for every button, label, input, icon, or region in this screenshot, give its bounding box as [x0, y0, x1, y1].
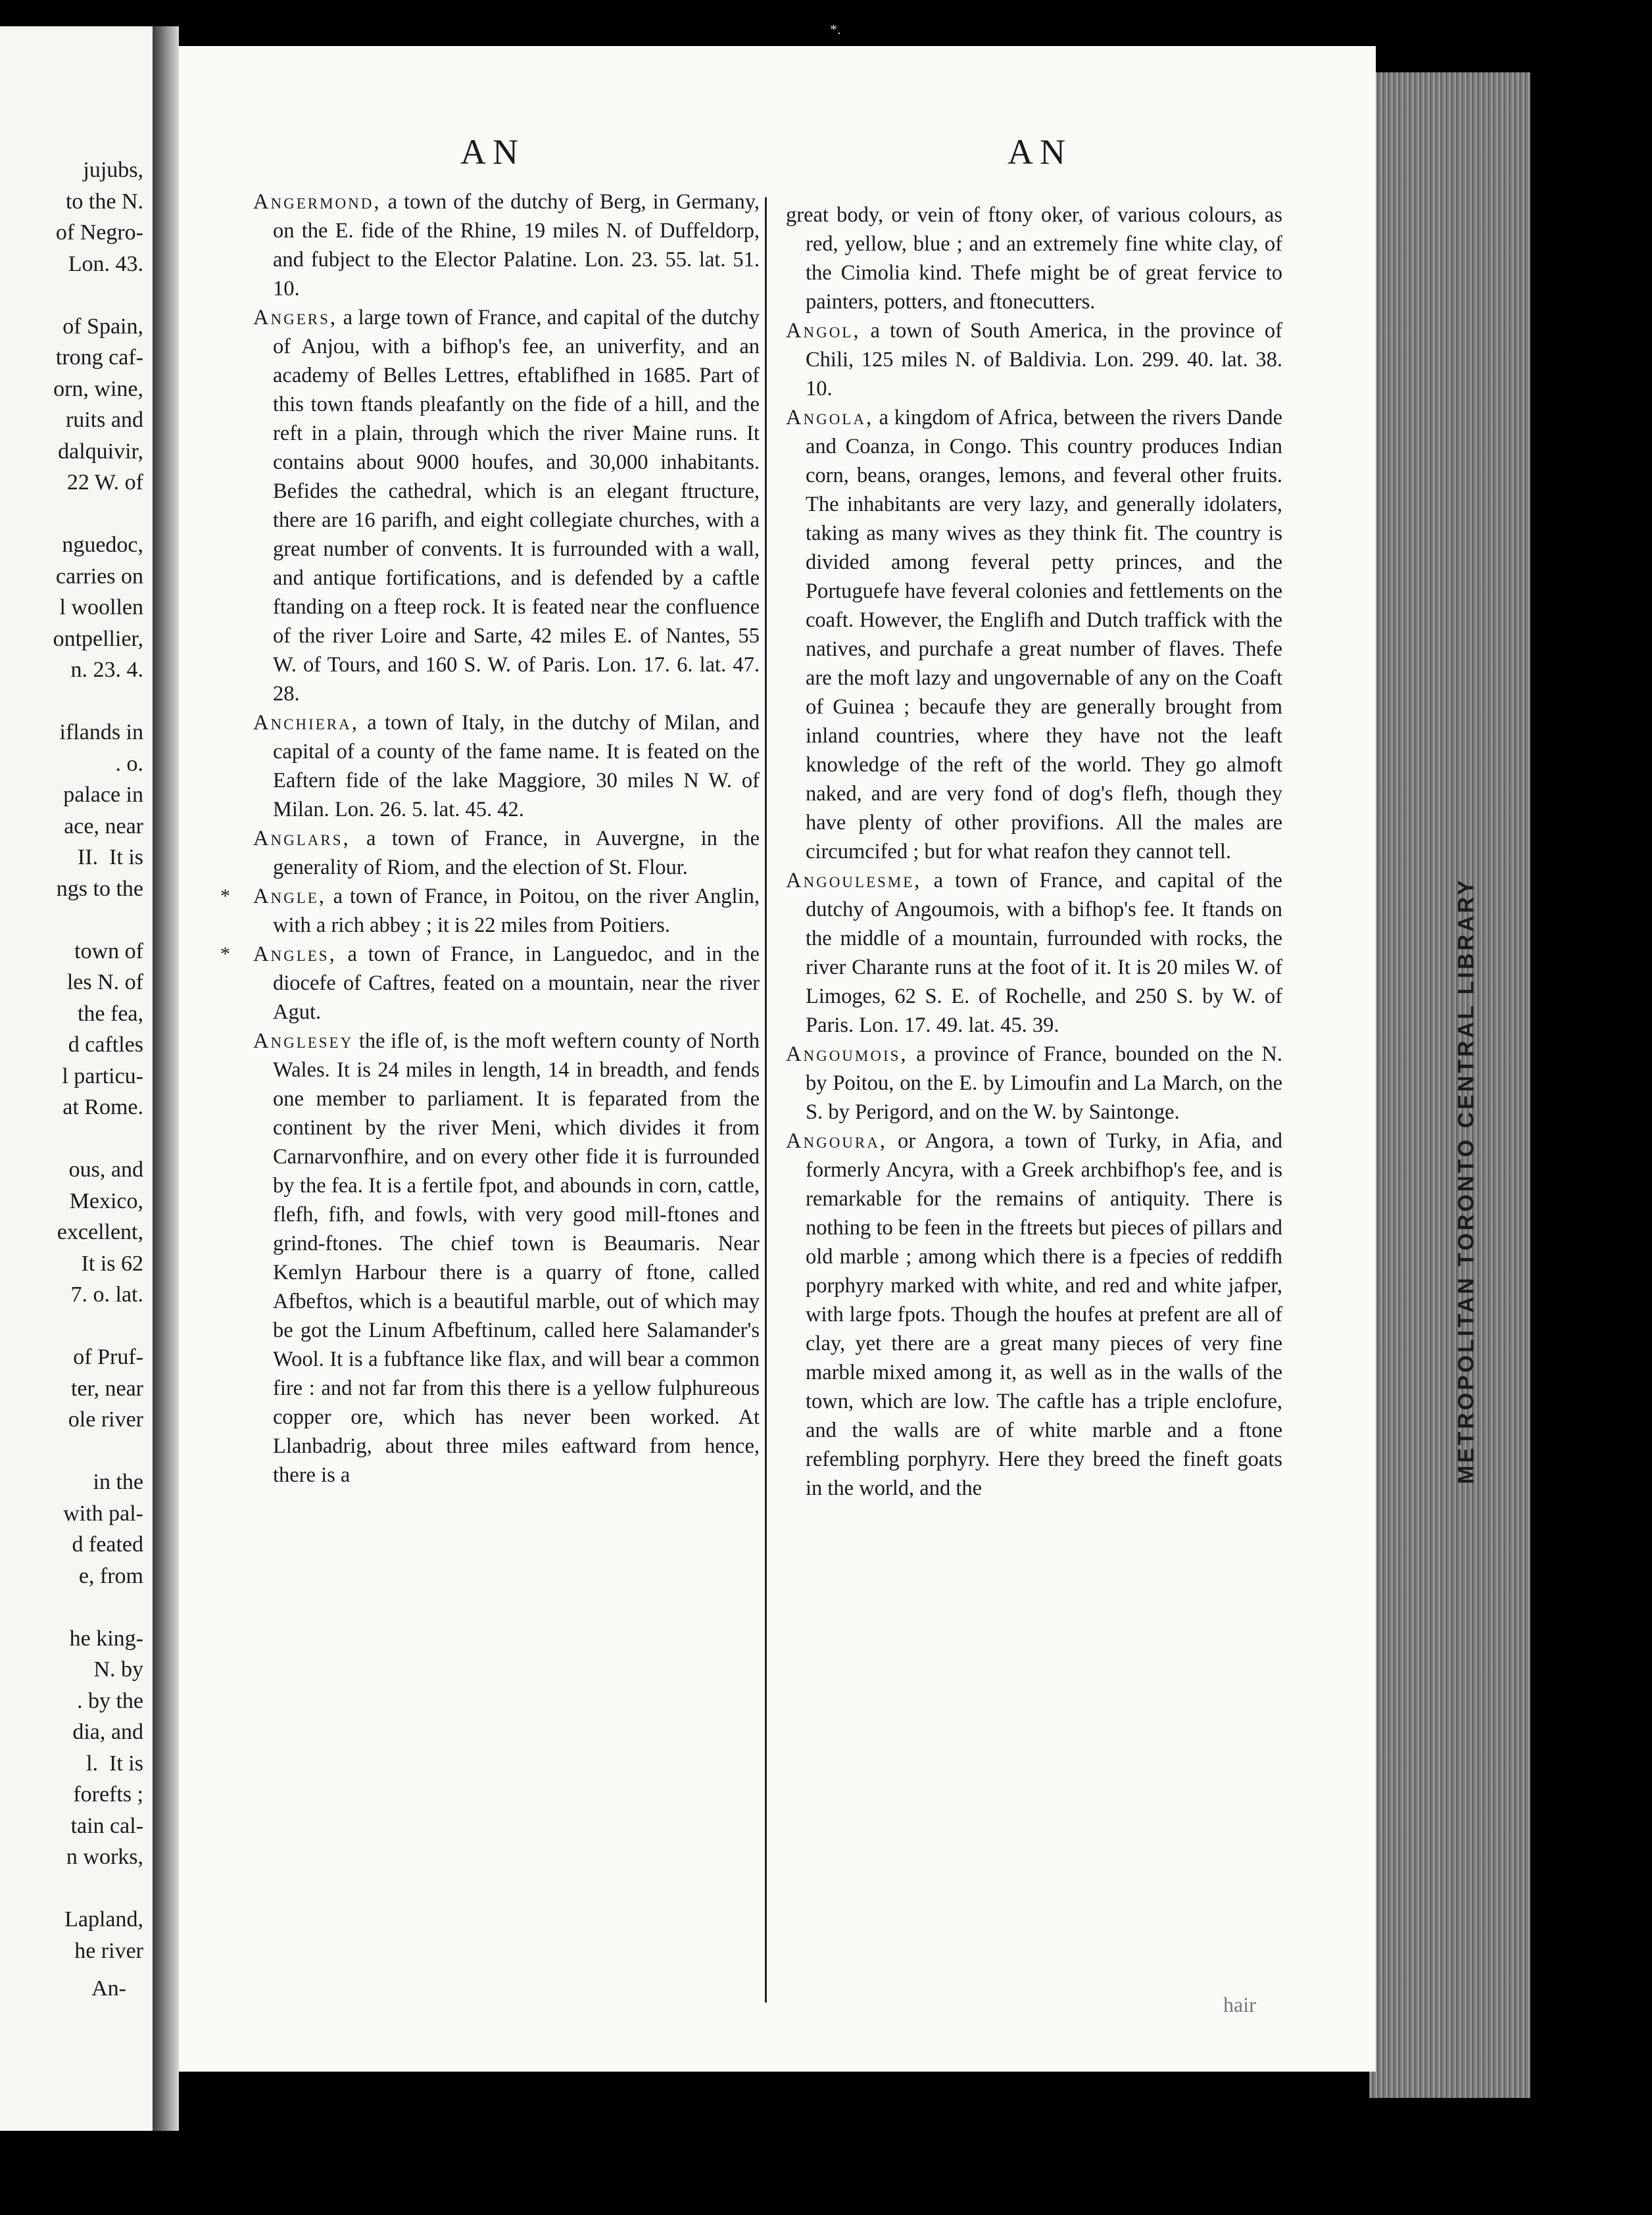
facing-page-line: tain cal-: [70, 1813, 143, 1838]
page-top-mark: *.: [830, 21, 841, 37]
dictionary-entry: [253, 187, 760, 303]
facing-page-line: [0, 280, 143, 311]
facing-page-text: [0, 155, 143, 1966]
facing-page-line: [0, 1436, 143, 1467]
facing-page-line: palace in: [63, 783, 143, 807]
entry-text: a kingdom of Africa, between the rivers Dande and Coanza, in Congo. This country produces Indian corn, beans, oranges, lemons, and feveral other fruits. The inhabitants are very lazy, and generally idolaters, taking as many wives as they think fit. The country is divided among feveral petty princes, and the Portuguefe have feveral colonies and fettlements on the coaft. However, the Englifh and Dutch traffick with the natives, and purchafe a great number of flaves. Thefe are the moft lazy and ungovernable of any on the Coaft of Guinea ; becaufe they are generally brought from inland countries, where they have not the leaft knowledge of the reft of the world. They go almoft naked, and are very fond of dog's flefh, though they have plenty of other provifions. All the males are circumcifed ; but for what reafon they cannot tell.: [806, 406, 1282, 864]
facing-page-line: at Rome.: [62, 1095, 143, 1119]
facing-page-line: orn, wine,: [53, 376, 143, 401]
facing-page-line: n works,: [66, 1845, 143, 1869]
facing-page-line: carries on: [55, 564, 143, 589]
facing-page-line: l. It is: [86, 1751, 143, 1776]
entry-text: a town of France, in Auvergne, in the generality of Riom, and the election of St. Flour.: [273, 827, 760, 879]
right-column: [786, 201, 1282, 1503]
facing-page-line: n. 23. 4.: [70, 658, 143, 682]
left-column: [253, 187, 760, 1490]
facing-page-line: . o.: [115, 751, 143, 776]
entry-headword: Anglesey: [253, 1029, 354, 1053]
facing-page-line: forefts ;: [73, 1782, 143, 1807]
facing-page-line: It is 62: [81, 1251, 143, 1276]
entry-text: a town of Italy, in the dutchy of Milan, and capital of a county of the fame name. It is feated on the Eaftern fide of the lake Maggiore, 30 miles N W. of Milan. Lon. 26. 5. lat. 45. 42.: [273, 711, 760, 821]
facing-page-line: with pal-: [63, 1501, 143, 1526]
facing-page-line: Lapland,: [64, 1907, 143, 1932]
facing-page-line: . by the: [76, 1688, 143, 1713]
facing-page-line: 7. o. lat.: [70, 1282, 143, 1307]
library-stamp-text: METROPOLITAN TORONTO CENTRAL LIBRARY: [1453, 877, 1479, 1484]
facing-page-line: [0, 1123, 143, 1155]
entry-text: a town of South America, in the province of Chili, 125 miles N. of Baldivia. Lon. 299. 40. lat. 38. 10.: [806, 319, 1282, 401]
dictionary-entry: [786, 866, 1282, 1040]
facing-page-line: of Pruf-: [73, 1345, 143, 1369]
entry-text: great body, or vein of ftony oker, of various colours, as red, yellow, blue ; and an extremely fine white clay, of the Cimolia kind. Thefe might be of great fervice to painters, potters, and ftonecutters.: [786, 203, 1282, 314]
facing-page-line: ole river: [68, 1407, 143, 1432]
facing-page-line: jujubs,: [83, 158, 143, 182]
facing-page-line: Lon. 43.: [68, 251, 143, 276]
dictionary-entry: [253, 1027, 760, 1490]
entry-headword: Angoulesme,: [786, 869, 922, 892]
entry-headword: Angermond,: [253, 190, 381, 214]
facing-page-line: II. It is: [77, 845, 143, 869]
running-head-left: AN: [460, 132, 525, 172]
facing-page-line: l particu-: [62, 1063, 143, 1088]
facing-page-line: les N. of: [66, 970, 143, 994]
entry-text: a town of France, in Languedoc, and in the diocefe of Caftres, feated on a mountain, near the river Agut.: [273, 942, 760, 1024]
facing-page-line: N. by: [93, 1657, 143, 1682]
facing-page-line: [0, 904, 143, 936]
entry-headword: Angers,: [253, 306, 337, 329]
entry-headword: Angles,: [253, 942, 337, 966]
facing-page-line: iflands in: [59, 720, 143, 744]
facing-page-line: l woollen: [59, 595, 143, 620]
facing-page-line: dia, and: [72, 1720, 143, 1744]
facing-page-line: Mexico,: [69, 1188, 143, 1213]
facing-page-line: ngs to the: [56, 876, 143, 901]
running-head-right: AN: [1008, 132, 1072, 172]
entry-headword: Angola,: [786, 406, 874, 429]
facing-page-line: ter, near: [70, 1376, 143, 1401]
facing-page-line: in the: [93, 1470, 143, 1494]
dictionary-entry: [786, 201, 1282, 316]
facing-page-line: ontpellier,: [53, 626, 143, 651]
facing-page-catchword: An-: [91, 1976, 126, 2001]
facing-page-line: he king-: [69, 1626, 143, 1651]
dictionary-entry: [786, 316, 1282, 403]
entry-text: a province of France, bounded on the N. by Poitou, on the E. by Limoufin and La March, on the S. by Perigord, and on the W. by Saintonge.: [806, 1042, 1282, 1124]
facing-page-fragment: [0, 26, 153, 2131]
entry-headword: Angoumois,: [786, 1042, 908, 1066]
dictionary-entry: [253, 882, 760, 940]
facing-page-line: [0, 499, 143, 530]
library-stamp: [1447, 832, 1486, 1529]
facing-page-line: dalquivir,: [58, 439, 143, 464]
entry-headword: Angoura,: [786, 1129, 887, 1153]
facing-page-line: excellent,: [57, 1220, 143, 1244]
entry-text: the ifle of, is the moft weftern county of North Wales. It is 24 miles in length, 14 in breadth, and fends one member to parliament. It is feparated from the continent by the river Meni, which divides it from Carnarvonfhire, and on every other fide it is furrounded by the fea. It is a fertile fpot, and abounds in corn, cattle, flefh, fifh, and fowls, with very good mill-ftones and grind-ftones. The chief town is Beaumaris. Near Kemlyn Harbour there is a quarry of ftone, called Afbeftos, which is a beautiful marble, out of which may be got the Linum Afbeftinum, called here Salamander's Wool. It is a fubftance like flax, and will bear a common fire : and not far from this there is a yellow fulphureous copper ore, which has never been worked. At Llanbadrig, about three miles eaftward from hence, there is a: [273, 1029, 760, 1487]
facing-page-line: 22 W. of: [66, 470, 143, 495]
facing-page-line: he river: [74, 1938, 143, 1963]
dictionary-entry: [786, 1127, 1282, 1503]
facing-page-line: to the N.: [65, 189, 143, 214]
dictionary-entry: [253, 303, 760, 708]
facing-page-line: nguedoc,: [62, 533, 143, 557]
entry-headword: Angle,: [253, 885, 326, 908]
facing-page-line: [0, 1873, 143, 1905]
facing-page-line: ace, near: [64, 814, 143, 839]
entry-headword: Anchiera,: [253, 711, 359, 735]
dictionary-entry: [786, 1040, 1282, 1127]
dictionary-entry: [253, 708, 760, 824]
facing-page-line: ous, and: [68, 1157, 143, 1182]
book-gutter: [153, 26, 179, 2131]
facing-page-line: town of: [74, 938, 143, 963]
facing-page-line: [0, 686, 143, 718]
facing-page-line: ruits and: [65, 408, 143, 432]
entry-text: a town of the dutchy of Berg, in Germany, on the E. fide of the Rhine, 19 miles N. of Duffeldorp, and fubject to the Elector Palatine. Lon. 23. 55. lat. 51. 10.: [273, 190, 760, 301]
entry-text: a town of France, and capital of the dutchy of Angoumois, with a bifhop's fee. It ftands on the middle of a mountain, furrounded with rocks, the river Charante runs at the foot of it. It is 20 miles W. of Limoges, 62 S. E. of Rochelle, and 250 S. by W. of Paris. Lon. 17. 49. lat. 45. 39.: [806, 869, 1282, 1037]
column-divider-rule: [765, 197, 767, 2003]
entry-text: a town of France, in Poitou, on the river Anglin, with a rich abbey ; it is 22 miles from Poitiers.: [273, 885, 760, 937]
entry-text: or Angora, a town of Turky, in Afia, and formerly Ancyra, with a Greek archbifhop's fee, and is remarkable for the remains of antiquity. There is nothing to be feen in the ftreets but pieces of pillars and old marble ; among which there is a fpecies of reddifh porphyry marked with white, and red and white jafper, with large fpots. Though the houfes at prefent are all of clay, yet there are a great many pieces of very fine marble mixed among it, as well as in the walls of the town, which are low. The caftle has a triple enclofure, and the walls are of white marble and a ftone refembling porphyry. Here they breed the fineft goats in the world, and the: [806, 1129, 1282, 1500]
facing-page-line: of Negro-: [55, 220, 143, 245]
facing-page-line: e, from: [78, 1563, 143, 1588]
facing-page-line: d caftles: [68, 1033, 143, 1057]
facing-page-line: [0, 1592, 143, 1623]
dictionary-entry: [786, 403, 1282, 866]
catchword: hair: [1223, 1993, 1256, 2016]
entry-headword: Anglars,: [253, 827, 351, 850]
facing-page-line: [0, 1311, 143, 1342]
facing-page-line: the fea,: [77, 1001, 143, 1026]
facing-page-line: trong caf-: [55, 345, 143, 370]
entry-headword: Angol,: [786, 319, 861, 343]
dictionary-entry: [253, 940, 760, 1027]
entry-text: a large town of France, and capital of the dutchy of Anjou, with a bifhop's fee, an univerfity, and an academy of Belles Lettres, eftablifhed in 1685. Part of this town ftands pleafantly on the fide of a hill, and the reft in a plain, through which the river Maine runs. It contains about 9000 houfes, and 30,000 inhabitants. Befides the cathedral, which is an elegant ftructure, there are 16 parifh, and eight collegiate churches, with a great number of convents. It is furrounded with a wall, and antique fortifications, and is defended by a caftle ftanding on a fteep rock. It is feated near the confluence of the river Loire and Sarte, 42 miles E. of Nantes, 55 W. of Tours, and 160 S. W. of Paris. Lon. 17. 6. lat. 47. 28.: [273, 306, 760, 706]
facing-page-line: of Spain,: [62, 314, 143, 339]
dictionary-entry: [253, 824, 760, 882]
facing-page-line: d feated: [72, 1532, 143, 1557]
